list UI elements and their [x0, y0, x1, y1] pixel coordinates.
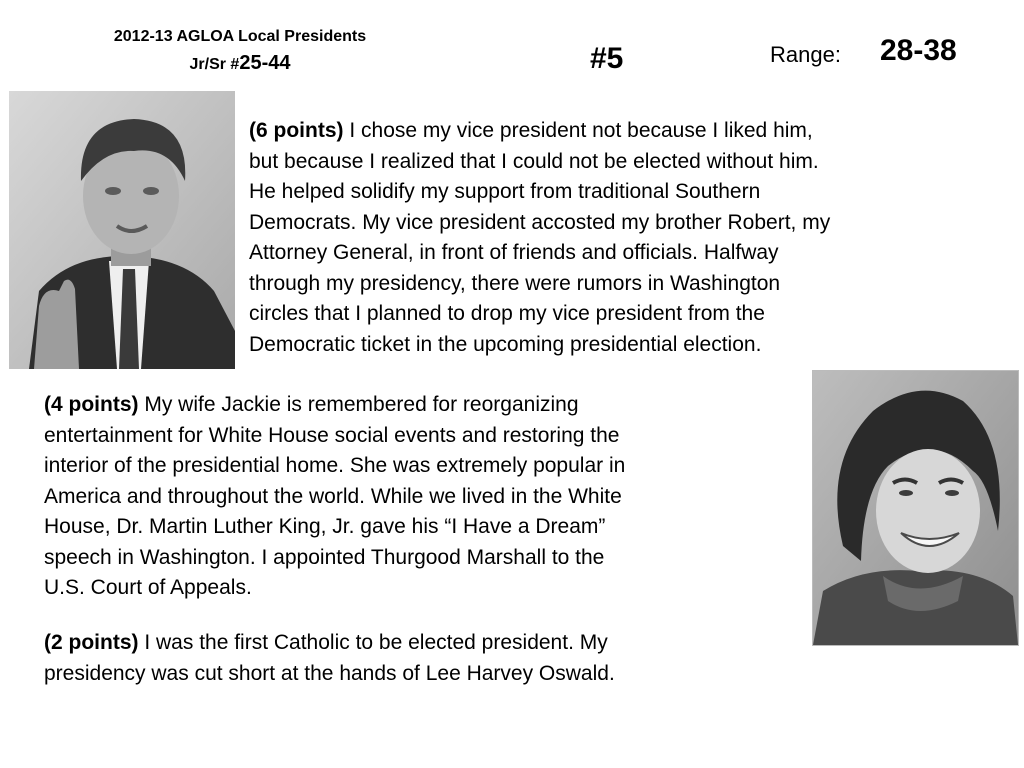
clue-6-points: [249, 116, 969, 360]
title-line-2: [60, 50, 420, 78]
clue-line: through my presidency, there were rumors in Washington: [249, 271, 781, 295]
clue-line: speech in Washington. I appointed Thurgood Marshall to the: [44, 545, 605, 569]
points-label: (4 points): [44, 393, 139, 416]
clue-line: but because I realized that I could not be elected without him.: [249, 149, 819, 173]
clue-line: I was the first Catholic to be elected president. My: [144, 631, 608, 654]
clue-line: interior of the presidential home. She was extremely popular in: [44, 454, 626, 477]
question-number: #5: [590, 42, 624, 75]
photo-man-speaking: [9, 91, 235, 369]
clue-line: Democratic ticket in the upcoming presidential election.: [249, 332, 762, 356]
clue-4-points: [44, 390, 764, 604]
range-label: Range:: [770, 42, 841, 67]
clue-line: presidency was cut short at the hands of Lee Harvey Oswald.: [44, 661, 615, 685]
clue-line: America and throughout the world. While we lived in the White: [44, 484, 622, 508]
title-prefix: Jr/Sr #: [189, 56, 240, 73]
clue-2-points: [44, 628, 764, 689]
title-number-range: 25-44: [239, 52, 291, 74]
clue-line: House, Dr. Martin Luther King, Jr. gave his “I Have a Dream”: [44, 515, 606, 538]
clue-line: I chose my vice president not because I liked him,: [349, 119, 813, 142]
points-label: (6 points): [249, 119, 344, 142]
clue-line: Democrats. My vice president accosted my brother Robert, my: [249, 210, 831, 234]
clue-line: My wife Jackie is remembered for reorganizing: [144, 393, 579, 416]
range-value: 28-38: [880, 34, 957, 67]
title-line-1: 2012-13 AGLOA Local Presidents: [113, 28, 367, 45]
header-title: [60, 24, 420, 78]
clue-line: Attorney General, in front of friends and officials. Halfway: [249, 241, 779, 264]
clue-line: circles that I planned to drop my vice president from the: [249, 302, 765, 325]
photo-smiling-woman: [812, 370, 1019, 646]
clue-line: entertainment for White House social events and restoring the: [44, 423, 620, 447]
clue-line: He helped solidify my support from traditional Southern: [249, 180, 761, 203]
points-label: (2 points): [44, 631, 139, 654]
clue-line: U.S. Court of Appeals.: [44, 576, 252, 599]
